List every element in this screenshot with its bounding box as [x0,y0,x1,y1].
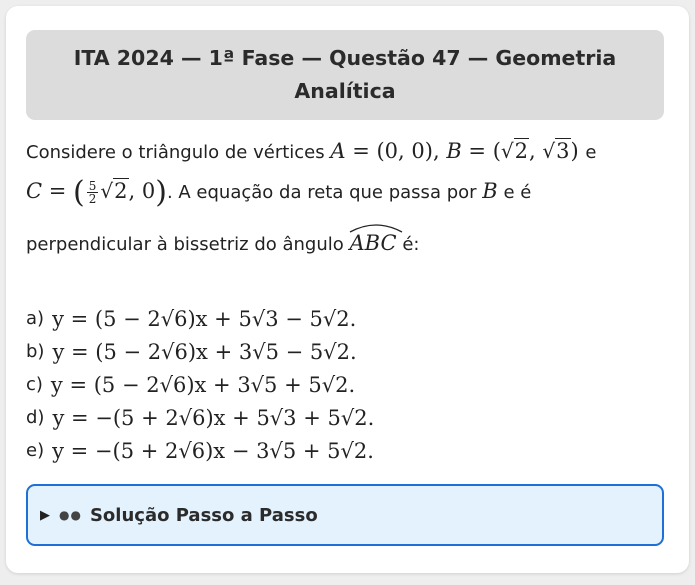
statement-line-1 [26,139,596,163]
option-a-expr: y = (5 − 2√6)x + 5√3 − 5√2. [52,306,357,331]
question-title: ITA 2024 — 1ª Fase — Questão 47 — Geometria Analítica [73,46,617,103]
expand-arrow-icon[interactable]: ▶ [40,507,50,523]
statement-text-3-tail: é: [402,234,420,255]
statement-line-3 [26,231,419,255]
conjunction-e: e [585,142,597,163]
angle-arc-icon [348,220,404,234]
option-b: b) y = (5 − 2√6)x + 3√5 − 5√2. [26,339,357,364]
option-e-expr: y = −(5 + 2√6)x − 3√5 + 5√2. [52,438,374,463]
statement-text-2: . A equação da reta que passa por [166,182,477,203]
vertex-c: C = ( $\frac{5}{2}$ √2, 0) [26,175,167,210]
eyes-icon: ●● [59,508,82,522]
option-c: c) y = (5 − 2√6)x + 3√5 + 5√2. [26,372,356,397]
statement-line-2 [26,175,531,210]
statement-text-2-tail: e é [503,182,532,203]
vertex-b: B = (√2, √3) [446,139,586,163]
option-a: a) y = (5 − 2√6)x + 5√3 − 5√2. [26,306,357,331]
vertex-a: A = (0, 0), [330,139,447,163]
option-c-expr: y = (5 − 2√6)x + 3√5 + 5√2. [50,372,356,397]
option-e: e) y = −(5 + 2√6)x − 3√5 + 5√2. [26,438,374,463]
statement-text-1: Considere o triângulo de vértices [26,142,325,163]
solution-label[interactable]: Solução Passo a Passo [89,504,318,526]
option-b-expr: y = (5 − 2√6)x + 3√5 − 5√2. [52,339,357,364]
option-d-expr: y = −(5 + 2√6)x + 5√3 + 5√2. [52,405,375,430]
point-b: B [482,179,498,203]
statement-text-3: perpendicular à bissetriz do ângulo [26,234,344,255]
answer-options [26,302,676,467]
solution-toggle[interactable] [26,484,664,546]
title-box [26,30,664,120]
angle-abc: ABC [350,231,397,255]
option-d: d) y = −(5 + 2√6)x + 5√3 + 5√2. [26,405,375,430]
question-card [6,6,689,573]
